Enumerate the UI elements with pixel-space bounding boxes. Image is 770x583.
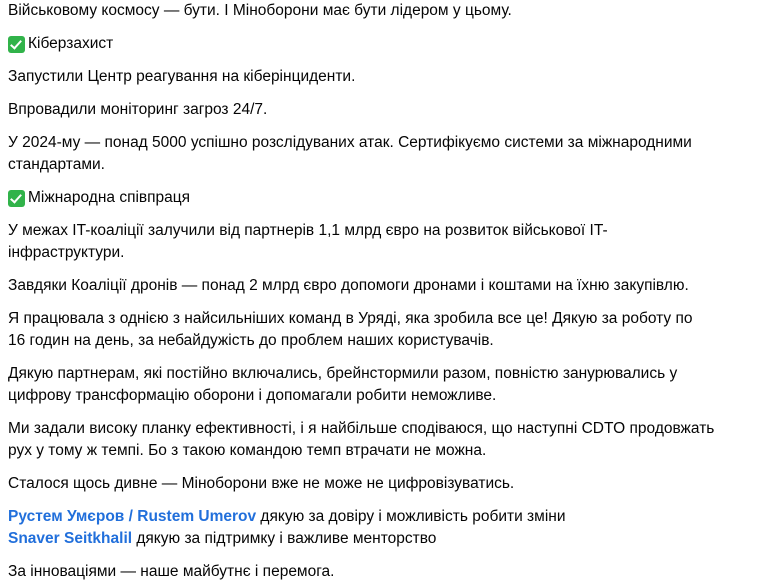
- paragraph-line: інфраструктури.: [8, 244, 125, 261]
- paragraph-line: стандартами.: [8, 156, 105, 173]
- paragraph-it-coalition: [8, 220, 768, 264]
- check-mark-emoji-icon: [8, 190, 25, 207]
- mention-thanks-text: дякую за підтримку і важливе менторство: [132, 530, 437, 547]
- paragraph-response-center: Запустили Центр реагування на кіберінциденти.: [8, 68, 356, 85]
- paragraph-attack-stats: [8, 132, 768, 176]
- paragraph-line: рух у тому ж темпі. Бо з такою командою темп втрачати не можна.: [8, 442, 487, 459]
- intro-line: Військовому космосу — бути. І Міноборони має бути лідером у цьому.: [8, 2, 512, 19]
- mention-line: [8, 506, 768, 528]
- post-body: [8, 0, 768, 583]
- paragraph-efficiency-bar: [8, 418, 768, 462]
- mention-thanks-text: дякую за довіру і можливість робити зміни: [256, 508, 566, 525]
- mention-line: [8, 528, 768, 550]
- paragraph-digitalization: Сталося щось дивне — Міноборони вже не може не цифровізуватись.: [8, 475, 515, 492]
- section-heading-cyber: [8, 33, 768, 55]
- check-mark-emoji-icon: [8, 36, 25, 53]
- paragraph-team-thanks: [8, 308, 768, 352]
- paragraph-line: У 2024-му — понад 5000 успішно розслідуваних атак. Сертифікуємо системи за міжнародними: [8, 134, 692, 151]
- paragraph-mentions: [8, 506, 768, 550]
- paragraph-line: цифрову трансформацію оборони і допомагали робити неможливе.: [8, 387, 497, 404]
- paragraph-drone-coalition: Завдяки Коаліції дронів — понад 2 млрд євро допомоги дронами і коштами на їхню закупівлю.: [8, 277, 689, 294]
- paragraph-line: Я працювала з однією з найсильніших команд в Уряді, яка зробила все це! Дякую за роботу по: [8, 310, 693, 327]
- paragraph-line: Ми задали високу планку ефективності, і я найбільше сподіваюся, що наступні CDTO продовжать: [8, 420, 715, 437]
- section-heading-international-label: Міжнародна співпраця: [28, 189, 191, 206]
- paragraph-closing: За інноваціями — наше майбутнє і перемога.: [8, 563, 335, 580]
- paragraph-monitoring: Впровадили моніторинг загроз 24/7.: [8, 101, 268, 118]
- paragraph-line: 16 годин на день, за небайдужість до проблем наших користувачів.: [8, 332, 494, 349]
- mention-link-seitkhalil[interactable]: Snaver Seitkhalil: [8, 530, 133, 547]
- section-heading-international: [8, 187, 768, 209]
- paragraph-line: Дякую партнерам, які постійно включались, брейнстормили разом, повністю занурювались у: [8, 365, 678, 382]
- paragraph-line: У межах IT-коаліції залучили від партнерів 1,1 млрд євро на розвиток військової IT-: [8, 222, 608, 239]
- mention-link-umerov[interactable]: Рустем Умєров / Rustem Umerov: [8, 508, 257, 525]
- section-heading-cyber-label: Кіберзахист: [28, 35, 114, 52]
- paragraph-partners-thanks: [8, 363, 768, 407]
